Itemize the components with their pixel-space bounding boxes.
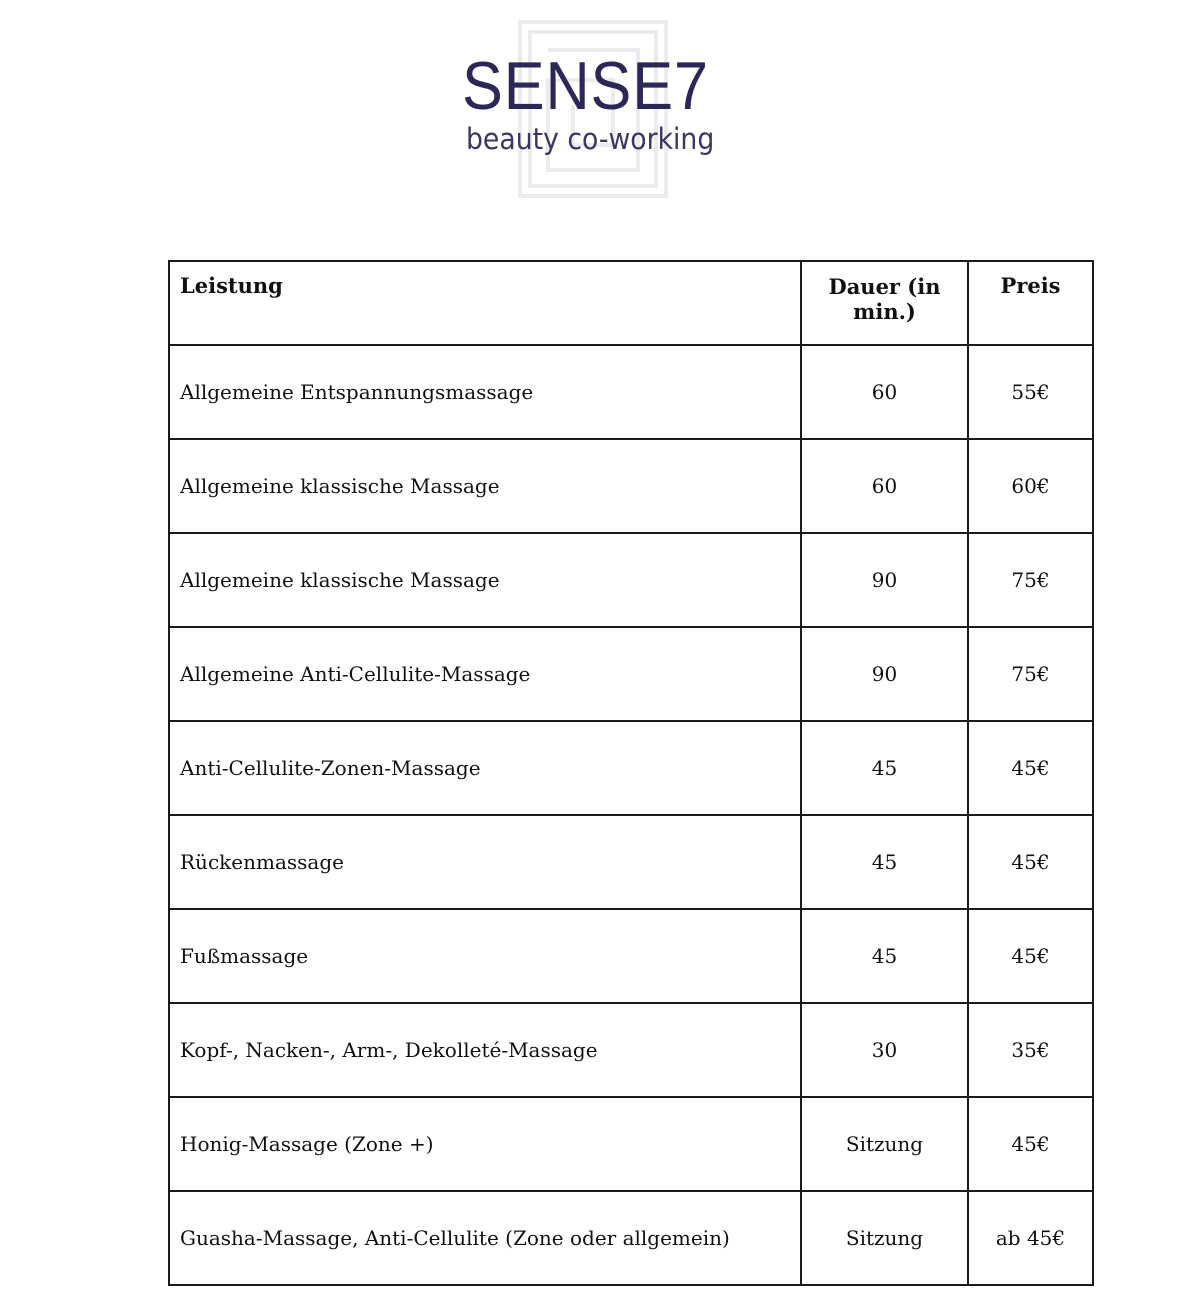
cell-price: 60€ xyxy=(968,439,1093,533)
cell-duration: 90 xyxy=(801,627,968,721)
table-row xyxy=(169,721,1093,815)
cell-price: 45€ xyxy=(968,815,1093,909)
cell-service: Anti-Cellulite-Zonen-Massage xyxy=(169,721,801,815)
header-service: Leistung xyxy=(169,261,801,345)
cell-duration: Sitzung xyxy=(801,1191,968,1285)
cell-duration: 60 xyxy=(801,439,968,533)
price-table xyxy=(168,260,1094,1286)
cell-duration: 45 xyxy=(801,815,968,909)
cell-price: 75€ xyxy=(968,627,1093,721)
table-row xyxy=(169,1097,1093,1191)
table-row xyxy=(169,345,1093,439)
cell-service: Allgemeine Anti-Cellulite-Massage xyxy=(169,627,801,721)
cell-price: ab 45€ xyxy=(968,1191,1093,1285)
cell-service: Allgemeine Entspannungsmassage xyxy=(169,345,801,439)
cell-duration: Sitzung xyxy=(801,1097,968,1191)
cell-service: Kopf-, Nacken-, Arm-, Dekolleté-Massage xyxy=(169,1003,801,1097)
cell-price: 45€ xyxy=(968,1097,1093,1191)
cell-duration: 90 xyxy=(801,533,968,627)
table-row xyxy=(169,909,1093,1003)
brand-tagline: beauty co-working xyxy=(466,122,715,156)
table-row xyxy=(169,533,1093,627)
cell-service: Fußmassage xyxy=(169,909,801,1003)
header-duration: Dauer (in min.) xyxy=(801,261,968,345)
cell-duration: 60 xyxy=(801,345,968,439)
cell-service: Allgemeine klassische Massage xyxy=(169,439,801,533)
cell-service: Rückenmassage xyxy=(169,815,801,909)
table-row xyxy=(169,1003,1093,1097)
table-row xyxy=(169,1191,1093,1285)
cell-price: 45€ xyxy=(968,909,1093,1003)
cell-duration: 45 xyxy=(801,909,968,1003)
header-price: Preis xyxy=(968,261,1093,345)
cell-service: Allgemeine klassische Massage xyxy=(169,533,801,627)
table-header-row xyxy=(169,261,1093,345)
cell-service: Honig-Massage (Zone +) xyxy=(169,1097,801,1191)
cell-price: 35€ xyxy=(968,1003,1093,1097)
cell-price: 55€ xyxy=(968,345,1093,439)
brand-name: SENSE7 xyxy=(462,48,709,124)
cell-price: 75€ xyxy=(968,533,1093,627)
cell-duration: 30 xyxy=(801,1003,968,1097)
table-row xyxy=(169,815,1093,909)
table-row xyxy=(169,439,1093,533)
cell-price: 45€ xyxy=(968,721,1093,815)
table-row xyxy=(169,627,1093,721)
cell-service: Guasha-Massage, Anti-Cellulite (Zone oder allgemein) xyxy=(169,1191,801,1285)
brand-logo xyxy=(440,18,750,200)
cell-duration: 45 xyxy=(801,721,968,815)
